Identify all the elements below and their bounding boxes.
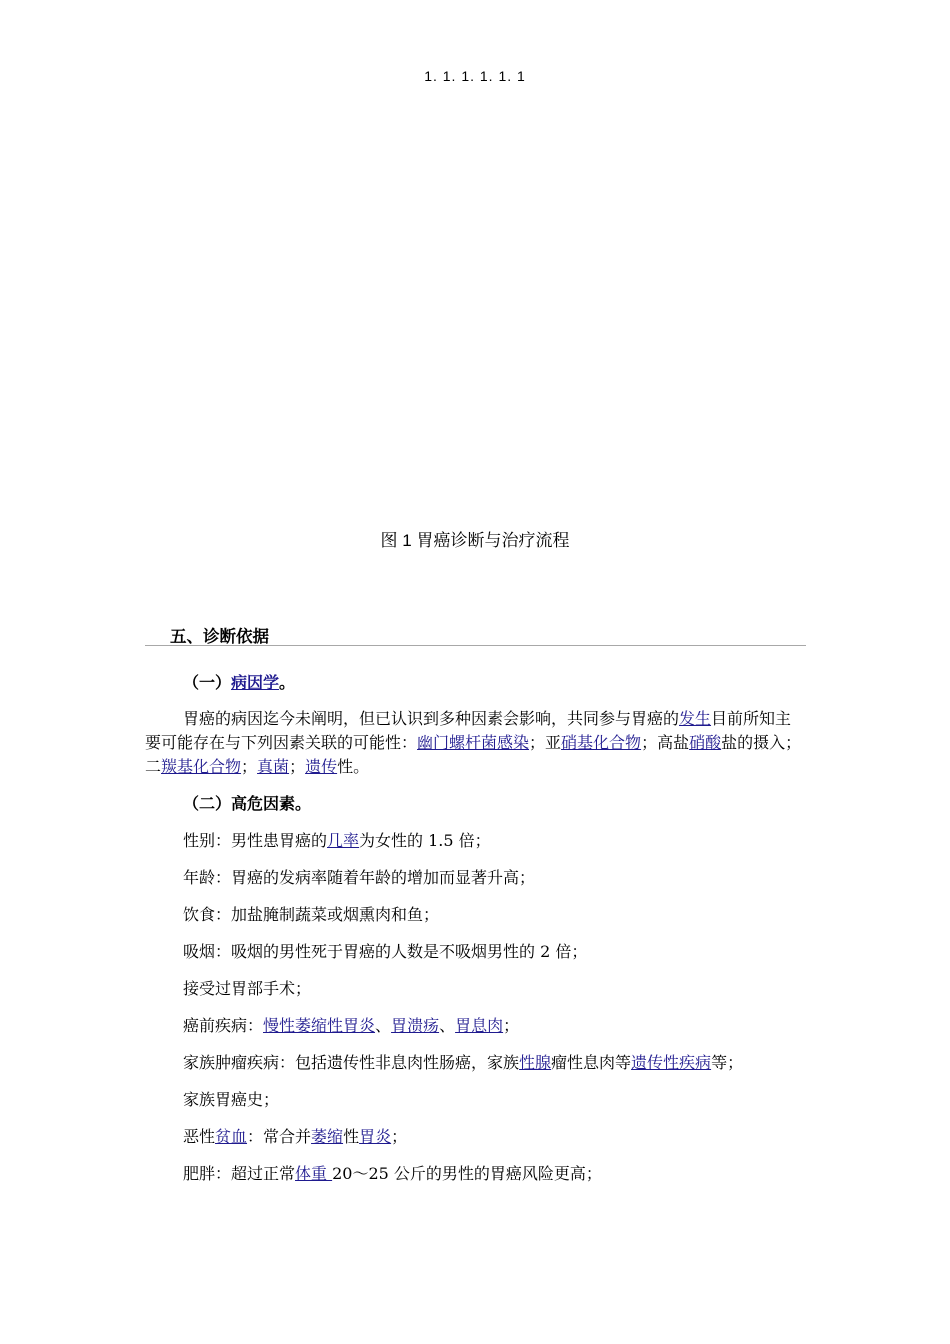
link-genetics[interactable]: 遗传 (305, 757, 338, 776)
link-adenoma[interactable]: 性腺 (519, 1053, 552, 1072)
risk-anemia (145, 1125, 806, 1149)
section-heading: 五、诊断依据 (170, 627, 269, 646)
risk-surgery: 接受过胃部手术； (183, 979, 312, 998)
risk-anemia-text-3: 性 (343, 1127, 360, 1146)
etiology-text-5: 盐的摄入；二 (145, 733, 802, 776)
page-number: 1. 1. 1. 1. 1. 1 (424, 68, 526, 84)
risk-anemia-text-2: ：常合并 (247, 1127, 312, 1146)
risk-gender-text-2: 为女性的 1.5 倍； (359, 831, 491, 850)
etiology-text-7: ； (289, 757, 306, 776)
link-fasheng[interactable]: 发生 (679, 709, 712, 728)
separator: 、 (439, 1016, 456, 1035)
document-body (145, 671, 806, 1186)
etiology-heading-suffix: 。 (279, 673, 296, 692)
separator: 、 (375, 1016, 392, 1035)
link-etiology[interactable]: 病因学 (231, 673, 280, 692)
link-chronic-atrophic-gastritis[interactable]: 慢性萎缩性胃炎 (263, 1016, 376, 1035)
risk-obesity-text: 肥胖：超过正常 (183, 1164, 296, 1183)
link-atrophy[interactable]: 萎缩 (311, 1127, 344, 1146)
link-gastric-ulcer[interactable]: 胃溃疡 (391, 1016, 440, 1035)
link-probability[interactable]: 几率 (327, 831, 360, 850)
etiology-text-6: ； (241, 757, 258, 776)
risk-smoking: 吸烟：吸烟的男性死于胃癌的人数是不吸烟男性的 2 倍； (183, 942, 588, 961)
risk-gender-text: 性别：男性患胃癌的 (183, 831, 328, 850)
link-gastric-polyp[interactable]: 胃息肉 (455, 1016, 504, 1035)
etiology-text-4: ；高盐 (641, 733, 690, 752)
risk-precancer-text: 癌前疾病： (183, 1016, 264, 1035)
etiology-heading-prefix: （一） (183, 673, 232, 692)
link-nitric-acid[interactable]: 硝酸 (689, 733, 722, 752)
figure-caption: 图 1 胃癌诊断与治疗流程 (380, 531, 570, 550)
risk-precancer-end: ； (503, 1016, 520, 1035)
link-anemia[interactable]: 贫血 (215, 1127, 248, 1146)
link-helicobacter[interactable]: 幽门螺杆菌感染 (417, 733, 530, 752)
risk-precancer (145, 1014, 806, 1038)
risk-family-tumor-text-2: 瘤性息肉等 (551, 1053, 632, 1072)
risk-family-tumor-end: 等； (711, 1053, 744, 1072)
risk-obesity (145, 1162, 806, 1186)
risk-family-tumor (145, 1051, 806, 1075)
etiology-text-1: 胃癌的病因迄今未阐明，但已认识到多种因素会影响，共同参与胃癌的 (183, 709, 680, 728)
etiology-text-2: 目前所知主要可能存在与下列因素关联的可能性： (145, 709, 792, 752)
heading-divider (145, 645, 806, 646)
link-fungi[interactable]: 真菌 (257, 757, 290, 776)
risk-obesity-text-2: 20～25 公斤的男性的胃癌风险更高； (332, 1164, 602, 1183)
risk-age: 年龄：胃癌的发病率随着年龄的增加而显著升高； (183, 868, 536, 887)
risk-family-tumor-text: 家族肿瘤疾病：包括遗传性非息肉性肠癌，家族 (183, 1053, 520, 1072)
link-nitroso-compounds[interactable]: 硝基化合物 (561, 733, 642, 752)
etiology-text-3: ；亚 (529, 733, 562, 752)
link-body-weight[interactable]: 体重 (295, 1164, 333, 1183)
risk-heading: （二）高危因素。 (183, 794, 312, 813)
risk-family-history: 家族胃癌史； (183, 1090, 280, 1109)
link-carbonyl-compounds[interactable]: 羰基化合物 (161, 757, 242, 776)
link-gastritis[interactable]: 胃炎 (359, 1127, 392, 1146)
etiology-heading (145, 671, 806, 695)
risk-gender (145, 829, 806, 853)
risk-anemia-text: 恶性 (183, 1127, 216, 1146)
link-hereditary-disease[interactable]: 遗传性疾病 (631, 1053, 712, 1072)
risk-anemia-end: ； (391, 1127, 408, 1146)
etiology-paragraph (145, 707, 806, 779)
etiology-text-8: 性。 (337, 757, 370, 776)
risk-diet: 饮食：加盐腌制蔬菜或烟熏肉和鱼； (183, 905, 440, 924)
